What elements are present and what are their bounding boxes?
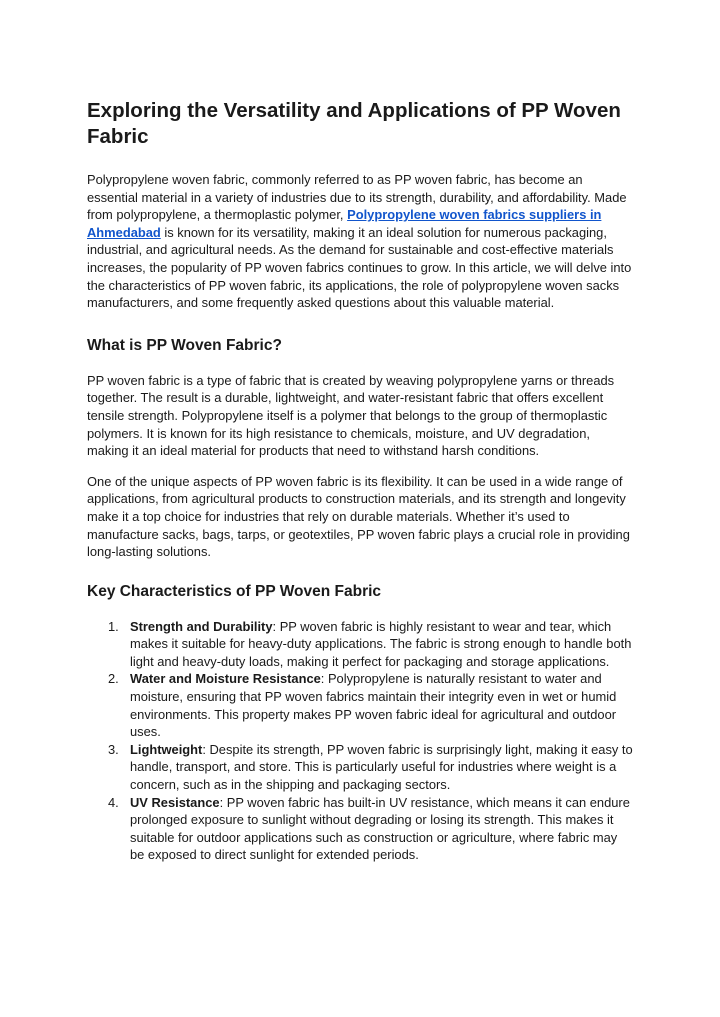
section-heading-what-is: What is PP Woven Fabric? [87,336,282,354]
list-item-term: Water and Moisture Resistance [130,671,321,687]
intro-paragraph [87,171,635,312]
document-page [87,98,635,864]
what-paragraph-1: PP woven fabric is a type of fabric that is created by weaving polypropylene yarns or threads together. The result is a durable, lightweight, and water-resistant fabric that offers excellent tensile strength. Polypropylene itself is a polymer that belongs to the group of thermoplastic polymers. It is known for its high resistance to chemicals, moisture, and UV degradation, making it an ideal material for products that need to withstand harsh conditions. [87,372,615,459]
list-item-number: 2. [108,671,119,687]
intro-text-after-link: is known for its versatility, making it an ideal solution for numerous packaging, industrial, and agricultural needs. As the demand for sustainable and cost-effective materials increases, the popularity of PP woven fabrics continues to grow. In this article, we will delve into the characteristics of PP woven fabric, its applications, the role of polypropylene woven sacks manufacturers, and some frequently asked questions about this valuable material. [87,224,632,311]
list-item [87,741,635,794]
list-item-term: Strength and Durability [130,618,273,634]
list-item-text: : PP woven fabric is highly resistant to wear and tear, which makes it suitable for heavy-duty applications. The fabric is strong enough to handle both light and heavy-duty loads, making it perfect for packaging and storage applications. [130,618,632,669]
list-item-term: Lightweight [130,741,203,757]
list-item-number: 4. [108,794,119,810]
list-item-text: : Polypropylene is naturally resistant to water and moisture, ensuring that PP woven fabrics maintain their integrity even in wet or humid environments. This property makes PP woven fabric ideal for agricultural and outdoor uses. [130,671,617,740]
article-title: Exploring the Versatility and Applications of PP Woven Fabric [87,99,621,148]
list-item [87,670,635,740]
section-heading-key-characteristics: Key Characteristics of PP Woven Fabric [87,582,382,600]
list-item-term: UV Resistance [130,794,220,810]
what-paragraph-2: One of the unique aspects of PP woven fabric is its flexibility. It can be used in a wide range of applications, from agricultural products to construction materials, and its strength and longevity make it a top choice for industries that rely on durable materials. Whether it’s used to manufacture sacks, bags, tarps, or geotextiles, PP woven fabric plays a crucial role in providing long-lasting solutions. [87,473,630,560]
intro-text-before-link: Polypropylene woven fabric, commonly referred to as PP woven fabric, has become an essential material in a variety of industries due to its strength, durability, and affordability. Made from polypropylene, a thermoplastic polymer, [87,172,627,223]
characteristics-list [87,618,635,864]
list-item [87,794,635,864]
list-item-text: : Despite its strength, PP woven fabric is surprisingly light, making it easy to handle, transport, and store. This is particularly useful for industries where weight is a concern, such as in the shipping and packaging sectors. [130,741,633,793]
list-item-text: : PP woven fabric has built-in UV resistance, which means it can endure prolonged exposure to sunlight without degrading or losing its strength. This makes it suitable for outdoor applications such as construction or agriculture, where fabric may be exposed to direct sunlight for extended periods. [130,794,630,863]
list-item-number: 1. [108,618,119,634]
suppliers-link[interactable]: Polypropylene woven fabrics suppliers in Ahmedabad [87,207,602,240]
list-item [87,618,635,671]
list-item-number: 3. [108,741,119,757]
